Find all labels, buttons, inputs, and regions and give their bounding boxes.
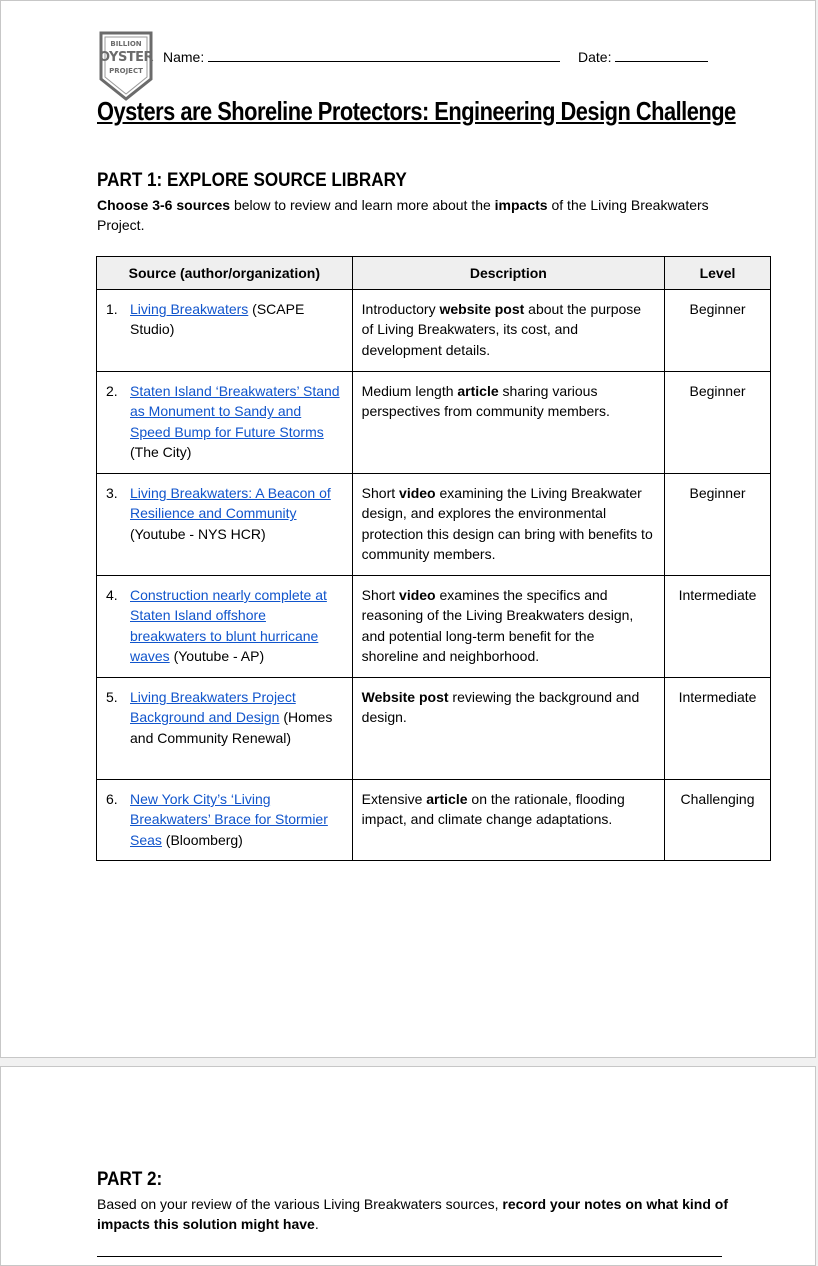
part1-intro-bold1: Choose 3-6 sources — [97, 197, 231, 213]
level-cell: Challenging — [665, 780, 771, 861]
description-bold: video — [399, 485, 436, 501]
source-author: (Youtube - NYS HCR) — [130, 525, 266, 542]
description-text: Medium length — [361, 383, 458, 399]
date-field[interactable] — [578, 49, 708, 65]
source-author: (Bloomberg) — [161, 831, 243, 848]
description-text: Short — [361, 587, 400, 603]
description-cell — [352, 290, 664, 372]
source-cell — [97, 474, 353, 576]
table-row — [97, 474, 771, 576]
source-link-construction-nearly-complete[interactable]: Construction nearly complete at Staten Island offshore breakwaters to blunt hurricane waves — [130, 587, 327, 665]
description-cell — [352, 372, 664, 474]
description-text: examines the specifics and reasoning of the Living Breakwaters design, and potential long-term benefit for the shoreline and neighborhood. — [361, 587, 634, 665]
source-cell — [97, 372, 353, 474]
part2-instructions — [97, 1194, 737, 1234]
source-link-stormier-seas[interactable]: New York City’s ‘Living Breakwaters’ Brace for Stormier Seas — [130, 791, 328, 848]
description-text: Introductory — [361, 301, 440, 317]
column-header-source: Source (author/organization) — [97, 257, 353, 290]
row-number: 3. — [106, 485, 118, 501]
row-number: 2. — [106, 383, 118, 399]
part2-intro-text2: . — [314, 1216, 319, 1232]
description-cell — [352, 474, 664, 576]
column-header-level: Level — [665, 257, 771, 290]
description-bold: website post — [439, 301, 525, 317]
source-author: (SCAPE Studio) — [130, 301, 305, 338]
description-bold: video — [399, 587, 436, 603]
logo-text-billion: BILLION — [110, 40, 142, 48]
description-bold: Website post — [361, 689, 449, 705]
part1-instructions — [97, 195, 727, 235]
name-blank-line[interactable] — [208, 49, 560, 62]
table-row — [97, 678, 771, 780]
level-cell: Intermediate — [665, 678, 771, 780]
source-library-table — [96, 256, 771, 861]
row-number: 5. — [106, 689, 118, 705]
description-cell — [352, 576, 664, 678]
part1-intro-bold2: impacts — [494, 197, 548, 213]
name-field[interactable] — [163, 49, 560, 65]
table-row — [97, 576, 771, 678]
name-label: Name: — [163, 49, 205, 65]
part1-heading: PART 1: EXPLORE SOURCE LIBRARY — [97, 170, 407, 191]
billion-oyster-project-logo — [97, 29, 155, 101]
column-header-description: Description — [352, 257, 664, 290]
description-text: on the rationale, flooding impact, and climate change adaptations. — [361, 791, 625, 828]
description-text: reviewing the background and design. — [361, 689, 640, 726]
date-blank-line[interactable] — [615, 49, 708, 62]
level-cell: Beginner — [665, 474, 771, 576]
part1-intro-text1: below to review and learn more about the — [230, 197, 495, 213]
description-text: Extensive — [361, 791, 427, 807]
description-bold: article — [457, 383, 499, 399]
part1-intro-text2: of the Living Breakwaters Project. — [97, 197, 709, 233]
logo-text-project: PROJECT — [109, 67, 143, 75]
source-cell — [97, 780, 353, 861]
source-author: (Youtube - AP) — [169, 648, 265, 665]
description-bold: article — [426, 791, 468, 807]
source-author: (The City) — [130, 444, 192, 461]
document-page-2 — [0, 1066, 816, 1266]
source-cell — [97, 290, 353, 372]
source-link-living-breakwaters[interactable]: Living Breakwaters — [130, 301, 249, 317]
level-cell: Beginner — [665, 290, 771, 372]
part2-intro-text1: Based on your review of the various Living Breakwaters sources, — [97, 1196, 503, 1212]
description-text: Short — [361, 485, 400, 501]
document-title: Oysters are Shoreline Protectors: Engineering Design Challenge — [97, 96, 736, 126]
logo-text-oyster: OYSTER — [98, 50, 154, 65]
description-text: about the purpose of Living Breakwaters, its cost, and development details. — [361, 301, 642, 358]
level-cell: Intermediate — [665, 576, 771, 678]
source-link-project-background[interactable]: Living Breakwaters Project Background and Design — [130, 689, 296, 726]
description-cell — [352, 780, 664, 861]
source-author: (Homes and Community Renewal) — [130, 709, 333, 746]
description-text: examining the Living Breakwater design, and explores the environmental protection this design can bring with benefits to community members. — [361, 485, 653, 563]
date-label: Date: — [578, 49, 612, 65]
row-number: 4. — [106, 587, 118, 603]
row-number: 1. — [106, 301, 118, 317]
part2-heading: PART 2: — [97, 1169, 163, 1190]
source-link-beacon-of-resilience[interactable]: Living Breakwaters: A Beacon of Resilience and Community — [130, 485, 331, 522]
row-number: 6. — [106, 791, 118, 807]
description-cell — [352, 678, 664, 780]
table-row — [97, 290, 771, 372]
source-link-staten-island-breakwaters[interactable]: Staten Island ‘Breakwaters’ Stand as Monument to Sandy and Speed Bump for Future Storms — [130, 383, 340, 440]
source-cell — [97, 576, 353, 678]
description-text: sharing various perspectives from community members. — [361, 383, 610, 420]
table-row — [97, 372, 771, 474]
notes-answer-line[interactable] — [97, 1256, 722, 1257]
source-cell — [97, 678, 353, 780]
table-header-row — [97, 257, 771, 290]
table-row — [97, 780, 771, 861]
level-cell: Beginner — [665, 372, 771, 474]
part2-intro-bold1: record your notes on what kind of impacts this solution might have — [97, 1196, 728, 1232]
